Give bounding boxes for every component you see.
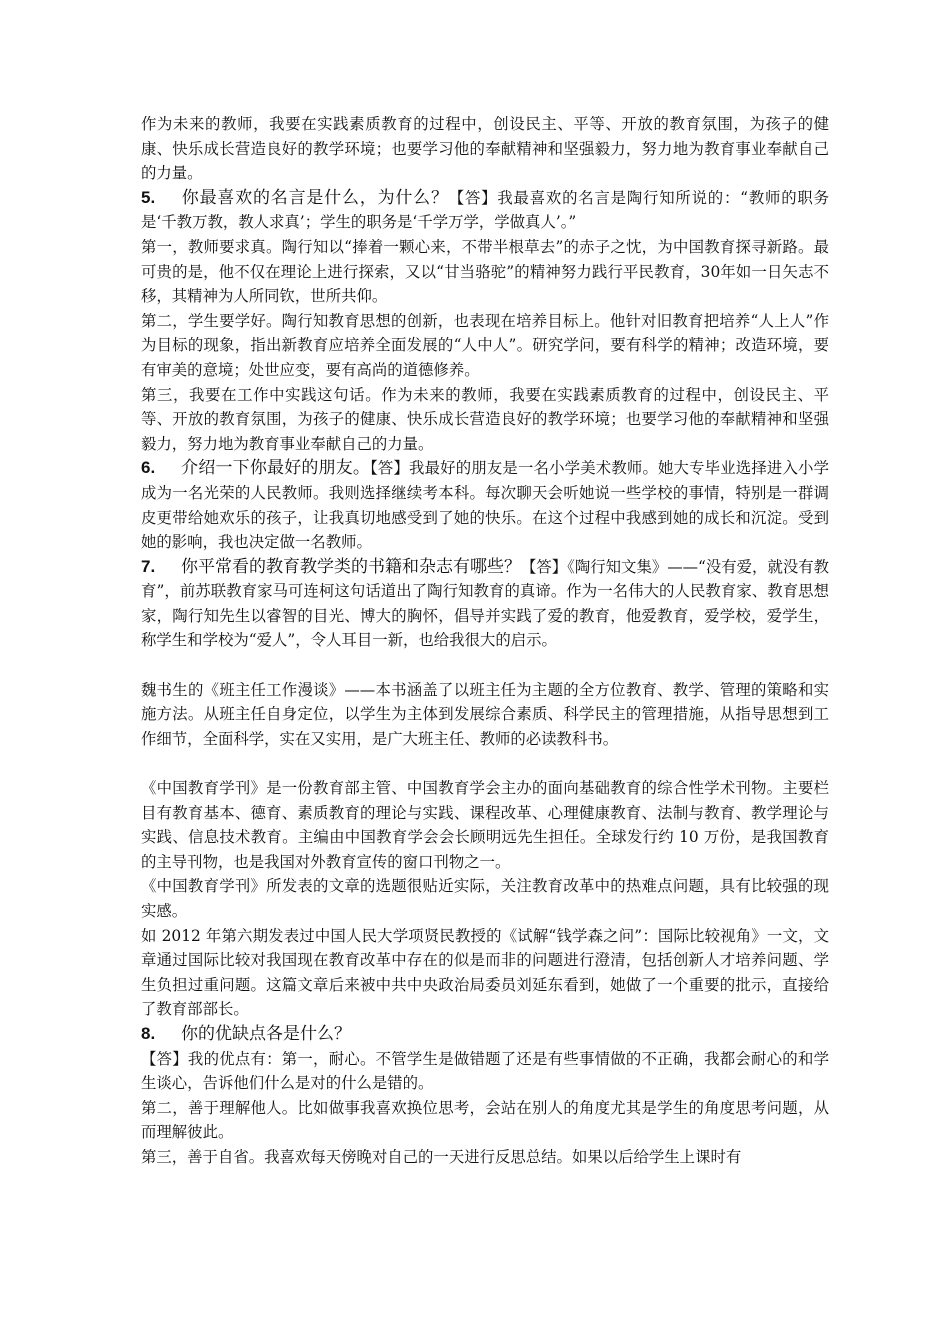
question-8: [141, 1022, 829, 1047]
answer-text: 【答】《陶行知文集》——“没有爱，就没有教育”，前苏联教育家马可连柯这句话道出了陶行知教育的真谛。作为一名伟大的人民教育家、教育思想家，陶行知先生以睿智的目光、博大的胸怀，倡导并实践了爱的教育，他爱教育，爱学校，爱学生，称学生和学校为“爱人”，令人耳目一新，也给我很大的启示。: [141, 557, 830, 650]
question-number: 7.: [141, 556, 156, 576]
answer-text: 【答】我最喜欢的名言是陶行知所说的：“教师的职务是‘千教万教，教人求真’；学生的职务是‘千学万学，学做真人’。”: [141, 188, 829, 232]
blank-line: [141, 653, 829, 678]
paragraph: 《中国教育学刊》是一份教育部主管、中国教育学会主办的面向基础教育的综合性学术刊物。主要栏目有教育基本、德育、素质教育的理论与实践、课程改革、心理健康教育、法制与教育、教学理论与实践、信息技术教育。主编由中国教育学会会长顾明远先生担任。全球发行约 10 万份，是我国教育的主导刊物，也是我国对外教育宣传的窗口刊物之一。: [141, 779, 829, 871]
question-number: 5.: [141, 187, 156, 207]
document-page: [141, 112, 829, 1170]
question-number: 6.: [141, 458, 156, 478]
question-7: [141, 555, 829, 653]
paragraph: 【答】我的优点有：第一，耐心。不管学生是做错题了还是有些事情做的不正确，我都会耐心的和学生谈心，告诉他们什么是对的什么是错的。: [141, 1049, 829, 1093]
answer-text: 【答】我最好的朋友是一名小学美术教师。她大专毕业选择进入小学成为一名光荣的人民教师。我则选择继续考本科。每次聊天会听她说一些学校的事情，特别是一群调皮更带给她欢乐的孩子，让我真切地感受到了她的快乐。在这个过程中我感到她的成长和沉淀。受到她的影响，我也决定做一名教师。: [141, 459, 829, 552]
question-6: [141, 456, 829, 554]
paragraph: 第二，善于理解他人。比如做事我喜欢换位思考，会站在别人的角度尤其是学生的角度思考问题，从而理解彼此。: [141, 1098, 829, 1142]
question-5: [141, 186, 829, 235]
paragraph: 第三，我要在工作中实践这句话。作为未来的教师，我要在实践素质教育的过程中，创设民主、平等、开放的教育氛围，为孩子的健康、快乐成长营造良好的教学环境；也要学习他的奉献精神和坚强毅力，努力地为教育事业奉献自己的力量。: [141, 385, 829, 453]
paragraph: 《中国教育学刊》所发表的文章的选题很贴近实际，关注教育改革中的热难点问题，具有比较强的现实感。: [141, 877, 829, 920]
paragraph: 如 2012 年第六期发表过中国人民大学项贤民教授的《试解“钱学森之问”：国际比较视角》一文，文章通过国际比较对我国现在教育改革中存在的似是而非的问题进行澄清，包括创新人才培养问题、学生负担过重问题。这篇文章后来被中共中央政治局委员刘延东看到，她做了一个重要的批示，直接给了教育部部长。: [141, 926, 829, 1019]
question-number: 8.: [141, 1023, 156, 1043]
question-text: 你最喜欢的名言是什么，为什么？: [181, 187, 449, 208]
question-text: 介绍一下你最好的朋友。: [181, 458, 371, 479]
question-text: 你平常看的教育教学类的书籍和杂志有哪些？: [181, 556, 522, 577]
paragraph: 第三，善于自省。我喜欢每天傍晚对自己的一天进行反思总结。如果以后给学生上课时有: [141, 1147, 742, 1166]
paragraph: 第一，教师要求真。陶行知以“捧着一颗心来，不带半根草去”的赤子之忱，为中国教育探寻新路。最可贵的是，他不仅在理论上进行探索，又以“甘当骆驼”的精神努力践行平民教育，30年如一日矢志不移，其精神为人所同钦，世所共仰。: [141, 237, 829, 306]
paragraph: 第二，学生要学好。陶行知教育思想的创新，也表现在培养目标上。他针对旧教育把培养“人上人”作为目标的现象，指出新教育应培养全面发展的“人中人”。研究学问，要有科学的精神；改造环境，要有审美的意境；处世应变，要有高尚的道德修养。: [141, 311, 829, 379]
paragraph: 作为未来的教师，我要在实践素质教育的过程中，创设民主、平等、开放的教育氛围，为孩子的健康、快乐成长营造良好的教学环境；也要学习他的奉献精神和坚强毅力，努力地为教育事业奉献自己的力量。: [141, 115, 829, 183]
paragraph: 魏书生的《班主任工作漫谈》——本书涵盖了以班主任为主题的全方位教育、教学、管理的策略和实施方法。从班主任自身定位，以学生为主体到发展综合素质、科学民主的管理措施，从指导思想到工作细节，全面科学，实在又实用，是广大班主任、教师的必读教科书。: [141, 680, 829, 748]
question-text: 你的优缺点各是什么？: [181, 1023, 351, 1044]
blank-line: [141, 751, 829, 776]
